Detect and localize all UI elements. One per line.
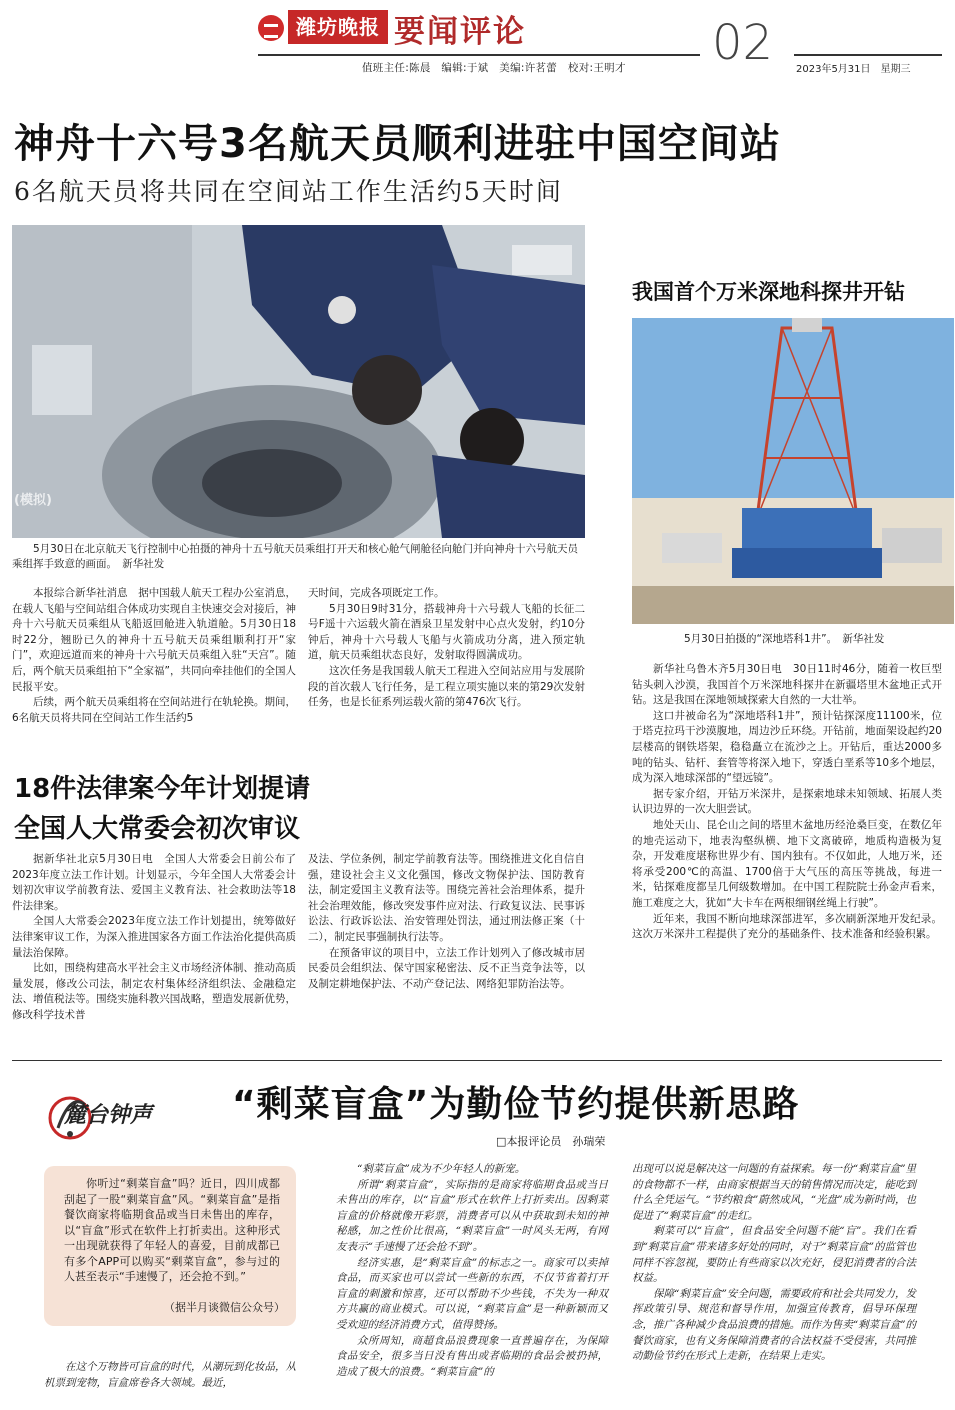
page-number: 02	[712, 15, 774, 71]
paragraph: 经济实惠，是“剩菜盲盒”的标志之一。商家可以卖掉食品，而买家也可以尝试一些新的东西，不仅节省着打开盲盒的刺激和惊喜，还可以帮助不少些钱，不失为一种双方共赢的商业模式。可以说，“剩菜盲盒”是一种新颖而又受欢迎的经济消费方式，值得赞扬。	[336, 1256, 608, 1331]
paragraph: 出现可以说是解决这一问题的有益探索。每一份“剩菜盲盒”里的食物都不一样，由商家根据当天的销售情况而决定，能吃到什么全凭运气。“节约粮食”蔚然成风，“光盘”成为新时尚，也促进了“剩菜盲盒”的走红。	[632, 1163, 916, 1222]
paragraph: 据专家介绍，开钻万米深井，是探索地球未知领域、拓展人类认识边界的一次大胆尝试。	[632, 787, 942, 816]
paragraph: 地处天山、昆仑山之间的塔里木盆地历经沧桑巨变，在数亿年的地壳运动下，地表沟壑纵横、地下文离破碎，地质构造极为复杂，开发难度堪称世界少有、国内独有。不仅如此，人地万米，还将承受200℃的高温、1700倍于大气压的高压等挑战，每进一米，钻探难度都呈几何级数增加。在中国工程院院士孙金声看来，施工难度之大，犹如“大卡车在两根细钢丝绳上行驶”。	[632, 818, 942, 909]
paper-name: 潍坊晚报	[288, 10, 388, 44]
paragraph: 据新华社北京5月30日电 全国人大常委会日前公布了2023年度立法工作计划。计划显示，今年全国人大常委会计划初次审议学前教育法、爱国主义教育法、社会救助法等18件法律案。	[12, 853, 296, 912]
paragraph: 及法、学位条例，制定学前教育法等。围绕推进文化自信自强，建设社会主义文化强国，修改文物保护法、国防教育法，制定爱国主义教育法等。围绕完善社会治理体系，提升社会治理效能，修改突发事件应对法、行政复议法、民事诉讼法、行政诉讼法、治安管理处罚法，通过刑法修正案（十二），制定民事强制执行法等。	[308, 853, 585, 943]
column-logo	[44, 1084, 204, 1142]
paragraph: 这口井被命名为“深地塔科1井”，预计钻探深度11100米，位于塔克拉玛干沙漠腹地，周边沙丘环绕。开钻前，地面架设起约20层楼高的钢铁塔架，稳稳矗立在流沙之上。开钻后，重达2000多吨的钻头、钻杆、套管等将深入地下，穿透白垩系等10多个地层，成为深入地球深部的“望远镜”。	[632, 709, 942, 785]
paragraph: 剩菜可以“盲盒”，但食品安全问题不能“盲”。我们在看到“剩菜盲盒”带来诸多好处的同时，对于“剩菜盲盒”的监管也同样不容忽视，要防止有些商家以次充好，侵犯消费者的合法权益。	[632, 1225, 916, 1285]
paragraph: 这次任务是我国载人航天工程进入空间站应用与发展阶段的首次载人飞行任务，是工程立项实施以来的第29次发射任务，也是长征系列运载火箭的第476次飞行。	[308, 664, 585, 709]
lead-subheadline: 6名航天员将共同在空间站工作生活约5天时间	[14, 177, 563, 206]
paragraph: 新华社乌鲁木齐5月30日电 30日11时46分，随着一枚巨型钻头刺入沙漠，我国首个万米深地科探井在新疆塔里木盆地正式开钻。这是我国在深地领域探索大自然的一大壮举。	[632, 663, 942, 707]
paragraph: 全国人大常委会2023年度立法工作计划提出，统筹做好法律案审议工作，为深入推进国家各方面工作法治化提供高质量法治保障。	[12, 915, 296, 959]
lead-story-column-2	[308, 586, 585, 711]
masthead	[0, 0, 955, 78]
masthead-divider-right	[794, 54, 942, 56]
astronauts-illustration	[12, 225, 585, 538]
paragraph: 5月30日9时31分，搭载神舟十六号载人飞船的长征二号F遥十六运载火箭在酒泉卫星发射中心点火发射，约10分钟后，神舟十六号载人飞船与火箭成功分离，进入预定轨道，航天员乘组状态良好，发射取得圆满成功。	[308, 602, 585, 662]
paragraph: 众所周知，商超食品浪费现象一直普遍存在，为保障食品安全，很多当日没有售出或者临期的食品会被扔掉，造成了极大的浪费。“剩菜盲盒”的	[336, 1334, 608, 1378]
commentary-byline: □本报评论员 孙瑞荣	[496, 1135, 606, 1148]
photo-watermark: (模拟)	[14, 493, 52, 508]
paragraph: “剩菜盲盒”成为不少年轻人的新宠。	[357, 1163, 526, 1175]
paragraph: 在这个万物皆可盲盒的时代，从潮玩到化妆品，从机票到宠物，盲盒席卷各大领域。最近，	[44, 1361, 296, 1389]
quote-source: （据半月谈微信公众号）	[164, 1301, 285, 1314]
paragraph: 本报综合新华社消息 据中国载人航天工程办公室消息，在载人飞船与空间站组合体成功实现自主快速交会对接后，神舟十六号航天员乘组从飞船返回舱进入轨道舱。5月30日18时22分，翘盼已久的神舟十五号航天员乘组顺利打开“家门”，欢迎远道而来的神舟十六号航天员乘组入驻“天宫”。随后，两个航天员乘组拍下“全家福”，共同向牵挂他们的全国人民报平安。	[12, 587, 296, 693]
law-story-column-2	[308, 852, 585, 992]
law-headline-line-1: 18件法律案今年计划提请	[14, 774, 311, 804]
newspaper-logo-icon	[258, 15, 284, 41]
astronauts-photo	[12, 225, 585, 538]
lead-story-column-1	[12, 586, 296, 726]
quote-box	[44, 1166, 296, 1326]
issue-date: 2023年5月31日 星期三	[796, 64, 911, 75]
lead-headline: 神舟十六号3名航天员顺利进驻中国空间站	[14, 121, 781, 167]
section-title: 要闻评论	[394, 14, 526, 50]
law-headline-line-2: 全国人大常委会初次审议	[14, 814, 301, 844]
drilling-rig-photo	[632, 318, 954, 624]
paragraph: 近年来，我国不断向地球深部进军，多次刷新深地开发纪录。这次万米深井工程提供了充分的基础条件、技术准备和经验积累。	[632, 912, 942, 941]
column-name: 麓台钟声	[64, 1103, 153, 1128]
masthead-divider	[258, 54, 700, 56]
law-story-column-1	[12, 852, 296, 1024]
paragraph: 在预备审议的项目中，立法工作计划列入了修改城市居民委员会组织法、保守国家秘密法、反不正当竞争法等，以及制定耕地保护法、不动产登记法、网络犯罪防治法等。	[308, 946, 585, 990]
commentary-column-2	[336, 1162, 608, 1380]
paragraph: 后续，两个航天员乘组将在空间站进行在轨轮换。期间，6名航天员将共同在空间站工作生活约5	[12, 696, 296, 724]
paragraph: 比如，围绕构建高水平社会主义市场经济体制、推动高质量发展，修改公司法，制定农村集体经济组织法、金融稳定法、增值税法等。围绕实施科教兴国战略，塑造发展新优势，修改科学技术普	[12, 962, 296, 1021]
paragraph: 保障“剩菜盲盒”安全问题，需要政府和社会共同发力，发挥政策引导、规范和督导作用，加强宣传教育，倡导环保理念，推广各种减少食品浪费的措施。而作为售卖“剩菜盲盒”的餐饮商家，也有义务保障消费者的合法权益不受侵害，共同推动勤俭节约在形式上走新，在结果上走实。	[632, 1287, 916, 1363]
commentary-column-1	[44, 1360, 296, 1391]
commentary-column-3	[632, 1162, 916, 1365]
editor-credits: 值班主任:陈晨 编辑:于斌 美编:许茗蕾 校对:王明才	[362, 62, 626, 74]
paragraph: 天时间，完成各项既定工作。	[308, 587, 445, 599]
drill-story-text	[632, 662, 942, 943]
drilling-rig-illustration	[632, 318, 954, 624]
astronauts-photo-caption: 5月30日在北京航天飞行控制中心拍摄的神舟十五号航天员乘组打开天和核心舱气闸舱径向舱门并向神舟十六号航天员乘组挥手致意的画面。 新华社发	[12, 543, 579, 570]
quote-text: 你听过“剩菜盲盒”吗？近日，四川成都刮起了一股“剩菜盲盒”风。“剩菜盲盒”是指餐饮商家将临期食品或当日未售出的库存，以“盲盒”形式在软件上打折卖出。这种形式一出现就获得了年轻人的喜爱，目前成都已有多个APP可以购买“剩菜盲盒”，参与过的人甚至表示“手速慢了，还会抢不到。”	[64, 1177, 280, 1283]
commentary-headline: “剩菜盲盒”为勤俭节约提供新思路	[232, 1084, 800, 1125]
drilling-rig-photo-caption: 5月30日拍摄的“深地塔科1井”。 新华社发	[684, 633, 885, 645]
section-divider	[12, 1060, 942, 1061]
drill-headline: 我国首个万米深地科探井开钻	[632, 280, 905, 304]
paragraph: 所谓“剩菜盲盒”，实际指的是商家将临期食品或当日未售出的库存，以“盲盒”形式在软件上打折卖出。因剩菜盲盒的价格就像开彩票，消费者可以从中获取到未知的神秘感，加之性价比很高，“剩菜盲盒”一时风头无两，有网友表示“手速慢了还会抢不到”。	[336, 1178, 608, 1253]
